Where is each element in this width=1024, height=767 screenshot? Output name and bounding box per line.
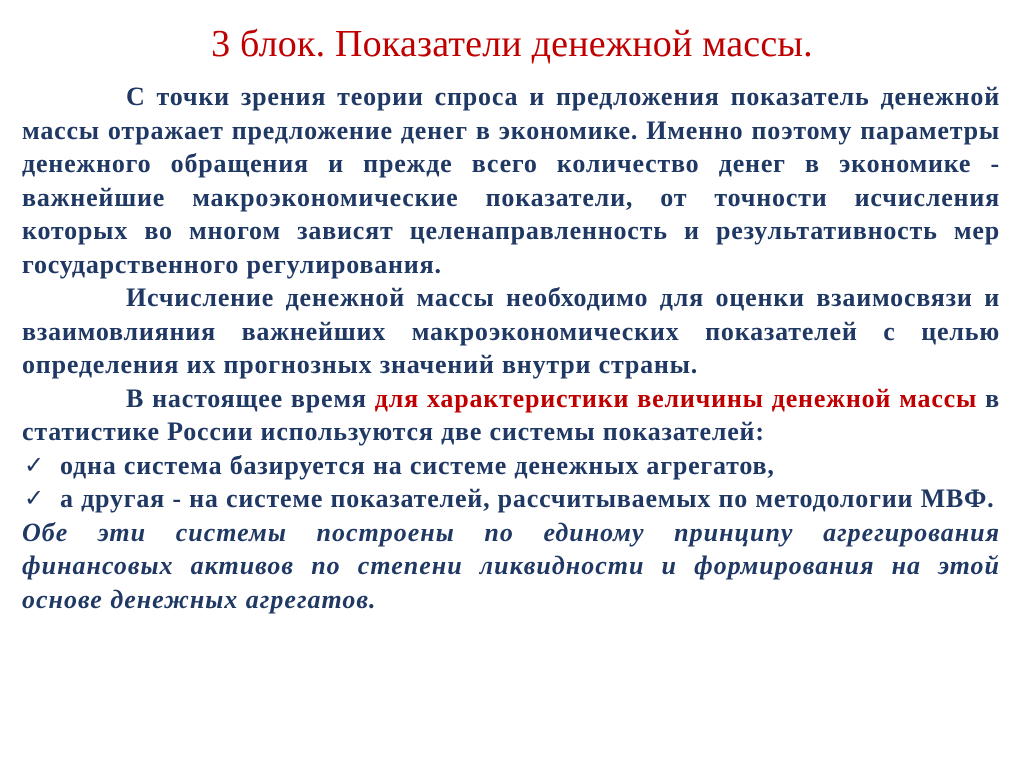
list-item <box>22 482 1000 516</box>
systems-list <box>22 449 1000 516</box>
list-item-text: одна система базируется на системе денежных агрегатов, <box>60 450 775 480</box>
checkmark-icon: ✓ <box>24 450 45 479</box>
paragraph-tail-text: в статистике России используются две системы показателей: <box>22 383 1000 446</box>
checkmark-icon: ✓ <box>24 484 45 512</box>
highlighted-phrase: для характеристики величины денежной массы <box>374 383 978 413</box>
list-item-text: а другая - на системе показателей, рассчитываемых по методологии МВФ. <box>60 484 995 513</box>
paragraph-lead-text: В настоящее время <box>126 383 375 413</box>
italic-note: Обе эти системы построены по единому принципу агрегирования финансовых активов по степени ликвидности и формирования на этой основе денежных агрегатов. <box>22 517 1000 614</box>
paragraph-current-systems <box>22 382 1000 449</box>
paragraph-calculation: Исчисление денежной массы необходимо для оценки взаимосвязи и взаимовлияния важнейших макроэкономических показателей с целью определения их прогнозных значений внутри страны. <box>22 283 1000 379</box>
slide-body <box>22 80 1000 616</box>
slide-title: 3 блок. Показатели денежной массы. <box>211 23 813 65</box>
list-item <box>22 449 1000 483</box>
paragraph-demand-supply: С точки зрения теории спроса и предложения показатель денежной массы отражает предложение денег в экономике. Именно поэтому параметры денежного обращения и прежде всего количество денег в экономике - важнейшие макроэкономические показатели, от точности исчисления которых во многом зависят целенаправленность и результативность мер государственного регулирования. <box>22 82 1000 279</box>
